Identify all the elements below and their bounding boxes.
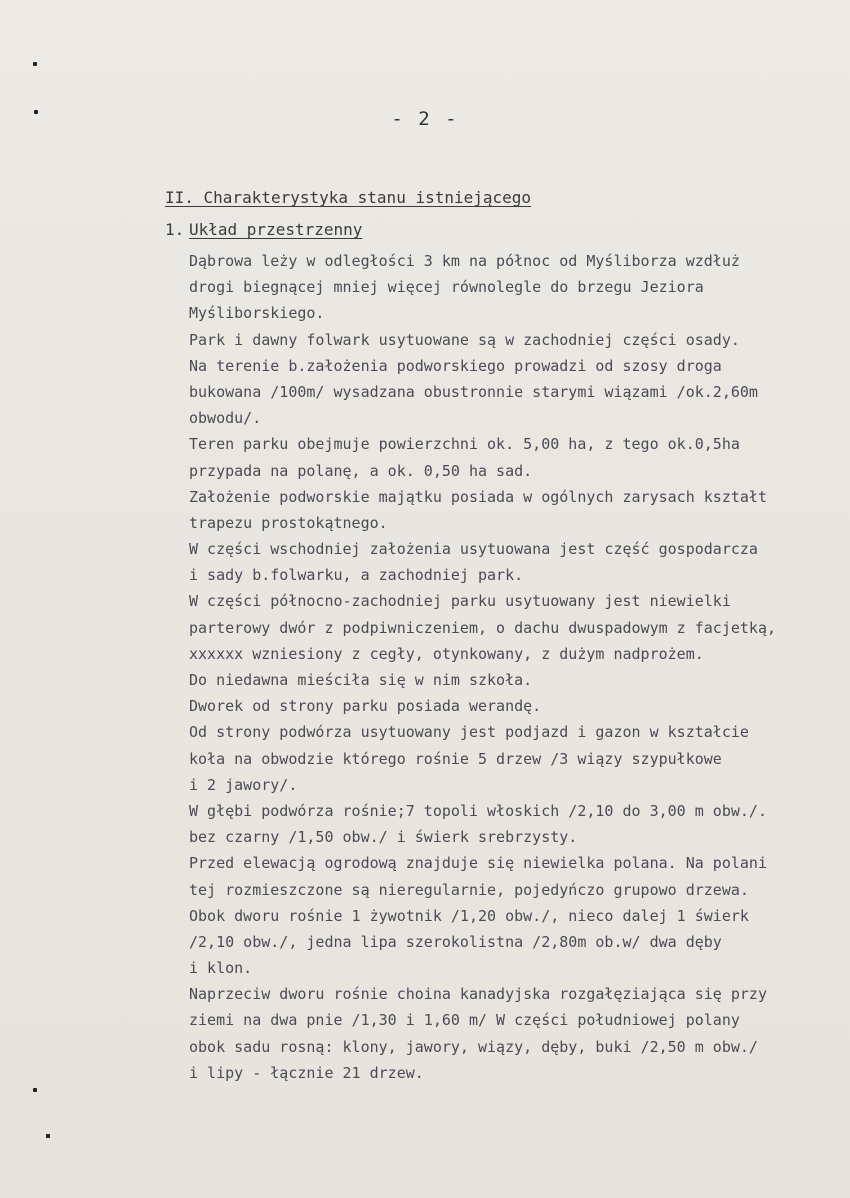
margin-mark — [46, 1134, 50, 1138]
page-number: - 2 - — [391, 108, 459, 130]
text-line: Dworek od strony parku posiada werandę. — [189, 697, 542, 716]
text-line: Myśliborskiego. — [189, 304, 325, 323]
margin-mark — [33, 1088, 37, 1092]
text-line: i klon. — [189, 959, 253, 978]
text-line: i 2 jawory/. — [189, 775, 298, 794]
body-text — [189, 248, 849, 1086]
text-line: trapezu prostokątnego. — [189, 513, 388, 532]
text-line: Obok dworu rośnie 1 żywotnik /1,20 obw./, nieco dalej 1 świerk — [189, 906, 749, 925]
subsection-title: Układ przestrzenny — [189, 220, 363, 239]
text-line: obwodu/. — [189, 409, 262, 428]
text-line: Do niedawna mieściła się w nim szkoła. — [189, 671, 533, 689]
text-line: i sady b.folwarku, a zachodniej park. — [189, 566, 524, 585]
text-line: i lipy - łącznie 21 drzew. — [189, 1063, 424, 1082]
text-line: ziemi na dwa pnie /1,30 i 1,60 m/ W części południowej polany — [189, 1011, 740, 1030]
text-line: Na terenie b.założenia podworskiego prowadzi od szosy droga — [189, 356, 722, 375]
text-line: Naprzeciw dworu rośnie choina kanadyjska rozgałęziająca się przy — [189, 985, 767, 1004]
text-line: xxxxxx wzniesiony z cegły, otynkowany, z dużym nadprożem. — [189, 644, 704, 663]
subsection-number: 1. — [165, 220, 185, 239]
text-line: W głębi podwórza rośnie;7 topoli włoskich /2,10 do 3,00 m obw./. — [189, 801, 767, 820]
text-line: Założenie podworskie majątku posiada w ogólnych zarysach kształt — [189, 487, 767, 506]
text-line: bukowana /100m/ wysadzana obustronnie starymi wiązami /ok.2,60m — [189, 382, 758, 401]
text-line: Od strony podwórza usytuowany jest podjazd i gazon w kształcie — [189, 723, 749, 742]
margin-mark — [33, 62, 37, 66]
text-line: bez czarny /1,50 obw./ i świerk srebrzysty. — [189, 828, 578, 847]
text-line: drogi biegnącej mniej więcej równolegle do brzegu Jeziora — [189, 278, 704, 297]
text-line: koła na obwodzie którego rośnie 5 drzew /3 wiązy szypułkowe — [189, 749, 722, 768]
text-line: Dąbrowa leży w odległości 3 km na północ od Myśliborza wzdłuż — [189, 252, 740, 270]
text-line: W części północno-zachodniej parku usytuowany jest niewielki — [189, 592, 731, 611]
text-line: przypada na polanę, a ok. 0,50 ha sad. — [189, 461, 533, 480]
section-heading: II. Charakterystyka stanu istniejącego — [165, 188, 532, 207]
text-line: obok sadu rosną: klony, jawory, wiązy, dęby, buki /2,50 m obw./ — [189, 1037, 758, 1056]
text-line: Teren parku obejmuje powierzchni ok. 5,00 ha, z tego ok.0,5ha — [189, 435, 740, 454]
text-line: Park i dawny folwark usytuowane są w zachodniej części osady. — [189, 330, 740, 349]
text-line: /2,10 obw./, jedna lipa szerokolistna /2,80m ob.w/ dwa dęby — [189, 932, 722, 951]
text-line: tej rozmieszczone są nieregularnie, pojedyńczo grupowo drzewa. — [189, 880, 749, 899]
text-line: W części wschodniej założenia usytuowana jest część gospodarcza — [189, 540, 758, 559]
text-line: Przed elewacją ogrodową znajduje się niewielka polana. Na polani — [189, 854, 767, 873]
text-line: parterowy dwór z podpiwniczeniem, o dachu dwuspadowym z facjetką, — [189, 618, 776, 637]
